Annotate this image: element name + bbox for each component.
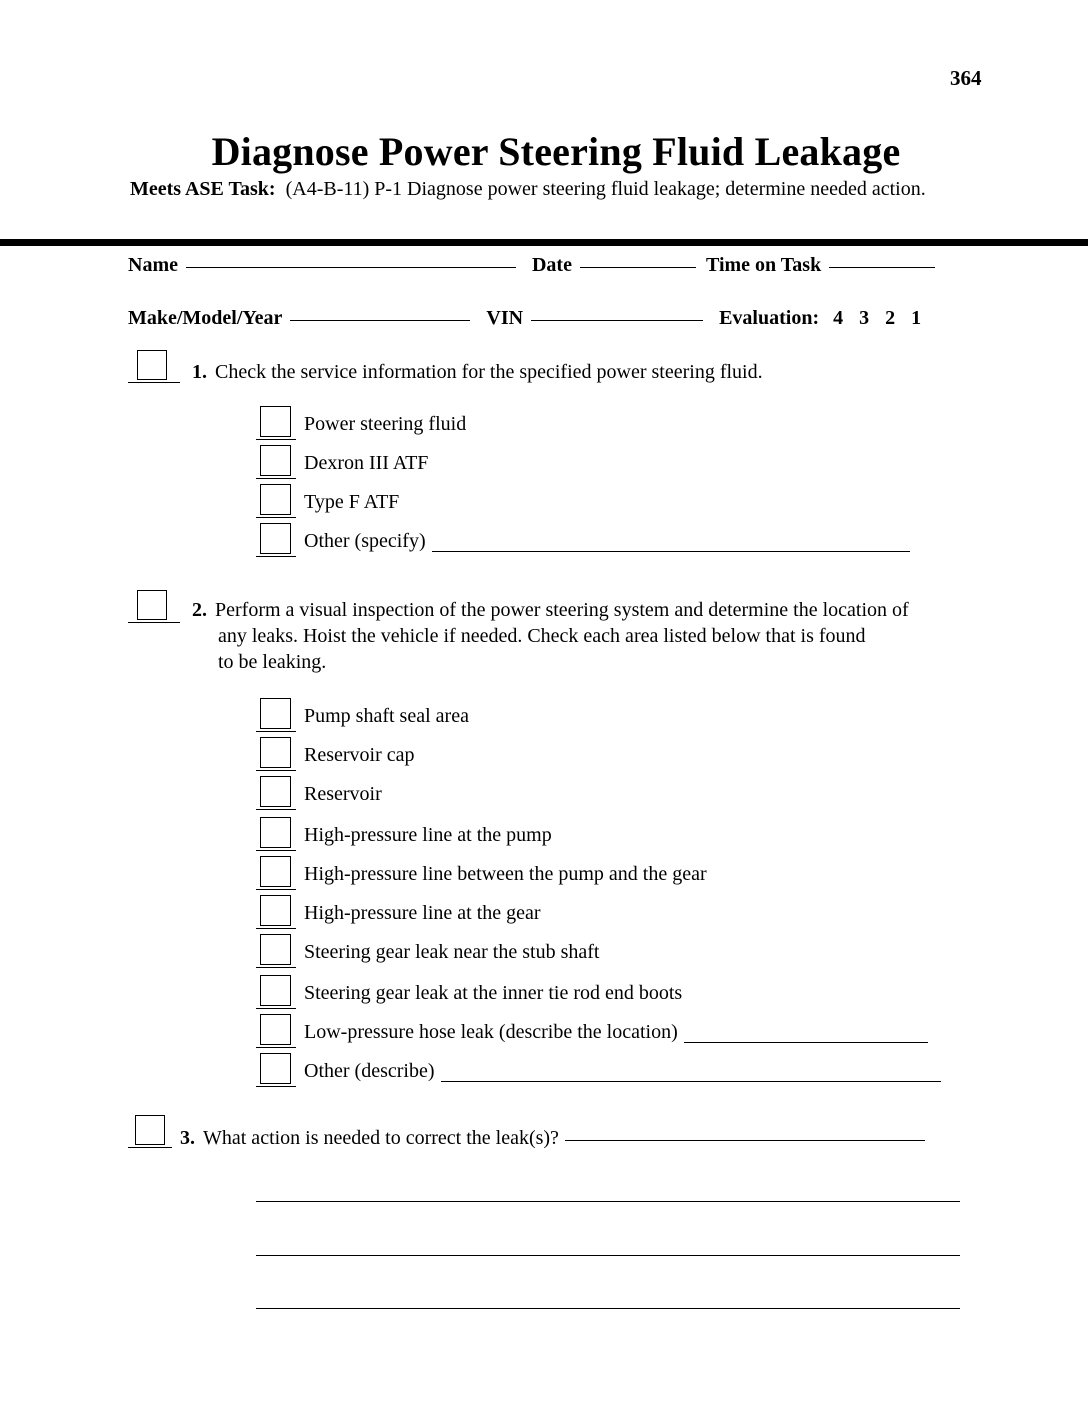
task-2-option [256, 1012, 928, 1048]
task-instruction: What action is needed to correct the leak(s)? [203, 1127, 559, 1149]
task-number: 2. [192, 599, 207, 621]
option-checkbox[interactable] [256, 1051, 296, 1087]
checkbox-box[interactable] [260, 1053, 291, 1084]
task-2-option [256, 774, 382, 810]
option-checkbox[interactable] [256, 735, 296, 771]
checkbox-box[interactable] [137, 350, 167, 380]
checkbox-underline [128, 382, 180, 383]
checkbox-box[interactable] [260, 856, 291, 887]
task-number: 1. [192, 361, 207, 383]
option-label: Type F ATF [304, 491, 400, 513]
answer-line-3[interactable] [256, 1308, 960, 1309]
answer-line-2[interactable] [256, 1255, 960, 1256]
checkbox-underline [256, 556, 296, 557]
option-checkbox[interactable] [256, 774, 296, 810]
task-instruction-line: Perform a visual inspection of the power steering system and determine the location of [215, 599, 909, 621]
checkbox-underline [128, 1147, 172, 1148]
task-2-option [256, 735, 415, 771]
option-checkbox[interactable] [256, 932, 296, 968]
option-label: Power steering fluid [304, 413, 467, 435]
task-1-option [256, 521, 910, 557]
ase-task-subtitle [130, 178, 926, 201]
option-checkbox[interactable] [256, 404, 296, 440]
task-3-text [180, 1125, 933, 1151]
checkbox-box[interactable] [260, 975, 291, 1006]
checkbox-box[interactable] [260, 1014, 291, 1045]
ase-task-label: Meets ASE Task: [130, 178, 276, 200]
other-describe-field[interactable] [441, 1080, 941, 1082]
vin-field[interactable] [531, 319, 703, 321]
option-checkbox[interactable] [256, 696, 296, 732]
evaluation-score-1[interactable]: 1 [911, 307, 922, 329]
checkbox-underline [256, 1008, 296, 1009]
option-checkbox[interactable] [256, 482, 296, 518]
task-1-option [256, 404, 466, 440]
evaluation-score-2[interactable]: 2 [885, 307, 896, 329]
option-label: Pump shaft seal area [304, 705, 469, 727]
vehicle-info-row [128, 307, 921, 330]
task-2-option [256, 1051, 941, 1087]
task-3-checkbox[interactable] [128, 1115, 172, 1149]
task-instruction-line: to be leaking. [218, 651, 327, 673]
checkbox-underline [256, 850, 296, 851]
evaluation-label: Evaluation: [719, 307, 820, 329]
checkbox-underline [256, 889, 296, 890]
task-2-option [256, 973, 682, 1009]
name-label: Name [128, 254, 178, 276]
checkbox-box[interactable] [260, 776, 291, 807]
header-divider [0, 239, 1088, 246]
option-checkbox[interactable] [256, 1012, 296, 1048]
checkbox-box[interactable] [135, 1115, 165, 1145]
option-label: Dexron III ATF [304, 452, 429, 474]
page-number: 364 [950, 66, 982, 90]
checkbox-underline [256, 809, 296, 810]
checkbox-underline [256, 770, 296, 771]
task-2-text [192, 597, 909, 675]
make-model-year-field[interactable] [290, 319, 470, 321]
checkbox-box[interactable] [260, 523, 291, 554]
option-label: Low-pressure hose leak (describe the location) [304, 1021, 678, 1043]
student-info-row [128, 254, 943, 277]
option-label: Other (describe) [304, 1060, 435, 1082]
checkbox-box[interactable] [137, 590, 167, 620]
task-2-option [256, 854, 707, 890]
checkbox-box[interactable] [260, 895, 291, 926]
date-label: Date [531, 254, 572, 276]
task-number: 3. [180, 1127, 195, 1149]
checkbox-box[interactable] [260, 406, 291, 437]
name-field[interactable] [186, 266, 516, 268]
action-needed-field[interactable] [565, 1139, 925, 1141]
option-checkbox[interactable] [256, 815, 296, 851]
task-1-checkbox[interactable] [128, 350, 180, 384]
page-title: Diagnose Power Steering Fluid Leakage [211, 129, 901, 174]
option-label: Reservoir cap [304, 744, 415, 766]
option-checkbox[interactable] [256, 521, 296, 557]
task-instruction: Check the service information for the specified power steering fluid. [215, 361, 763, 383]
option-checkbox[interactable] [256, 854, 296, 890]
checkbox-underline [256, 967, 296, 968]
option-label: Other (specify) [304, 530, 426, 552]
low-pressure-location-field[interactable] [684, 1041, 928, 1043]
time-on-task-label: Time on Task [705, 254, 822, 276]
checkbox-underline [256, 478, 296, 479]
checkbox-box[interactable] [260, 934, 291, 965]
task-instruction-line: any leaks. Hoist the vehicle if needed. Check each area listed below that is found [218, 625, 866, 647]
task-2-option [256, 696, 469, 732]
option-checkbox[interactable] [256, 973, 296, 1009]
checkbox-underline [256, 1086, 296, 1087]
option-label: Steering gear leak near the stub shaft [304, 941, 600, 963]
make-model-year-label: Make/Model/Year [128, 307, 283, 329]
option-checkbox[interactable] [256, 893, 296, 929]
option-checkbox[interactable] [256, 443, 296, 479]
checkbox-underline [256, 928, 296, 929]
checkbox-underline [256, 517, 296, 518]
task-1-option [256, 482, 399, 518]
task-2-option [256, 815, 552, 851]
checkbox-box[interactable] [260, 698, 291, 729]
option-label: High-pressure line at the gear [304, 902, 541, 924]
checkbox-box[interactable] [260, 484, 291, 515]
ase-task-text: (A4-B-11) P-1 Diagnose power steering fluid leakage; determine needed action. [285, 178, 926, 200]
option-label: High-pressure line at the pump [304, 824, 552, 846]
task-1-text [192, 359, 763, 385]
checkbox-underline [128, 622, 180, 623]
checkbox-underline [256, 731, 296, 732]
evaluation-score-3[interactable]: 3 [859, 307, 870, 329]
evaluation-score-4[interactable]: 4 [833, 307, 844, 329]
vin-label: VIN [486, 307, 524, 329]
option-label: Reservoir [304, 783, 382, 805]
task-1-option [256, 443, 428, 479]
answer-line-1[interactable] [256, 1201, 960, 1202]
task-2-checkbox[interactable] [128, 590, 180, 624]
task-2-option [256, 893, 541, 929]
checkbox-box[interactable] [260, 817, 291, 848]
checkbox-box[interactable] [260, 445, 291, 476]
task-2-option [256, 932, 599, 968]
option-label: Steering gear leak at the inner tie rod end boots [304, 982, 683, 1004]
date-field[interactable] [580, 266, 696, 268]
checkbox-underline [256, 439, 296, 440]
time-on-task-field[interactable] [829, 266, 935, 268]
checkbox-box[interactable] [260, 737, 291, 768]
other-specify-field[interactable] [432, 550, 910, 552]
checkbox-underline [256, 1047, 296, 1048]
option-label: High-pressure line between the pump and the gear [304, 863, 707, 885]
